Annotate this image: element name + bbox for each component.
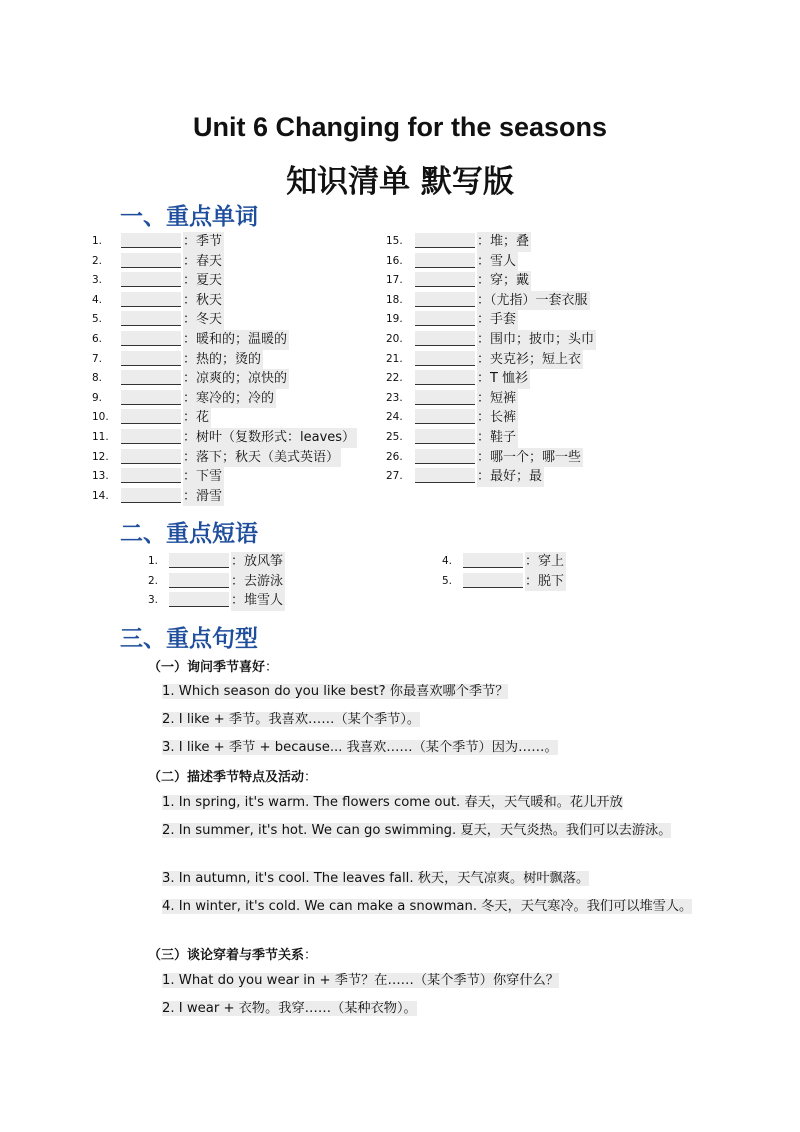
sentence-item: 2. I like + 季节。我喜欢……（某个季节）。	[162, 712, 421, 727]
answer-blank[interactable]	[415, 351, 475, 366]
answer-blank[interactable]	[415, 331, 475, 346]
answer-blank[interactable]	[121, 370, 181, 385]
answer-blank[interactable]	[415, 468, 475, 483]
sentence-item: 1. In spring, it's warm. The flowers come out. 春天，天气暖和。花儿开放	[162, 795, 623, 810]
answer-blank[interactable]	[121, 351, 181, 366]
section-key-words: 一、重点单词	[120, 203, 258, 230]
sentence-item: 2. In summer, it's hot. We can go swimming. 夏天，天气炎热。我们可以去游泳。	[162, 823, 672, 838]
answer-blank[interactable]	[415, 449, 475, 464]
answer-blank[interactable]	[121, 331, 181, 346]
answer-blank[interactable]	[121, 488, 181, 503]
answer-blank[interactable]	[169, 573, 229, 588]
sentence-item: 1. What do you wear in + 季节？在……（某个季节）你穿什么？	[162, 973, 559, 988]
answer-blank[interactable]	[415, 390, 475, 405]
title-english: Unit 6 Changing for the seasons	[192, 112, 608, 142]
answer-blank[interactable]	[121, 272, 181, 287]
answer-blank[interactable]	[415, 233, 475, 248]
answer-blank[interactable]	[169, 592, 229, 607]
sentence-item: 3. I like + 季节 + because... 我喜欢……（某个季节）因为……。	[162, 740, 558, 755]
answer-blank[interactable]	[121, 390, 181, 405]
subheading-season-features: （二）描述季节特点及活动：	[148, 770, 318, 785]
sentence-item: 4. In winter, it's cold. We can make a snowman. 冬天，天气寒冷。我们可以堆雪人。	[162, 899, 693, 914]
answer-blank[interactable]	[415, 311, 475, 326]
answer-blank[interactable]	[463, 573, 523, 588]
answer-blank[interactable]	[121, 409, 181, 424]
answer-blank[interactable]	[463, 553, 523, 568]
answer-blank[interactable]	[121, 311, 181, 326]
answer-blank[interactable]	[121, 449, 181, 464]
answer-blank[interactable]	[415, 429, 475, 444]
subheading-clothing-seasons: （三）谈论穿着与季节关系：	[148, 948, 318, 963]
answer-blank[interactable]	[415, 272, 475, 287]
sentence-item: 3. In autumn, it's cool. The leaves fall. 秋天，天气凉爽。树叶飘落。	[162, 871, 590, 886]
answer-blank[interactable]	[415, 292, 475, 307]
answer-blank[interactable]	[121, 468, 181, 483]
subheading-season-preference: （一）询问季节喜好：	[148, 660, 279, 675]
sentence-item: 2. I wear + 衣物。我穿……（某种衣物）。	[162, 1001, 417, 1016]
answer-blank[interactable]	[121, 233, 181, 248]
answer-blank[interactable]	[415, 253, 475, 268]
answer-blank[interactable]	[121, 253, 181, 268]
section-key-phrases: 二、重点短语	[120, 520, 258, 547]
title-chinese: 知识清单 默写版	[286, 164, 514, 200]
answer-blank[interactable]	[169, 553, 229, 568]
sentence-item: 1. Which season do you like best? 你最喜欢哪个季节？	[162, 684, 509, 699]
answer-blank[interactable]	[121, 292, 181, 307]
answer-blank[interactable]	[415, 370, 475, 385]
section-key-sentences: 三、重点句型	[120, 625, 258, 652]
answer-blank[interactable]	[121, 429, 181, 444]
answer-blank[interactable]	[415, 409, 475, 424]
